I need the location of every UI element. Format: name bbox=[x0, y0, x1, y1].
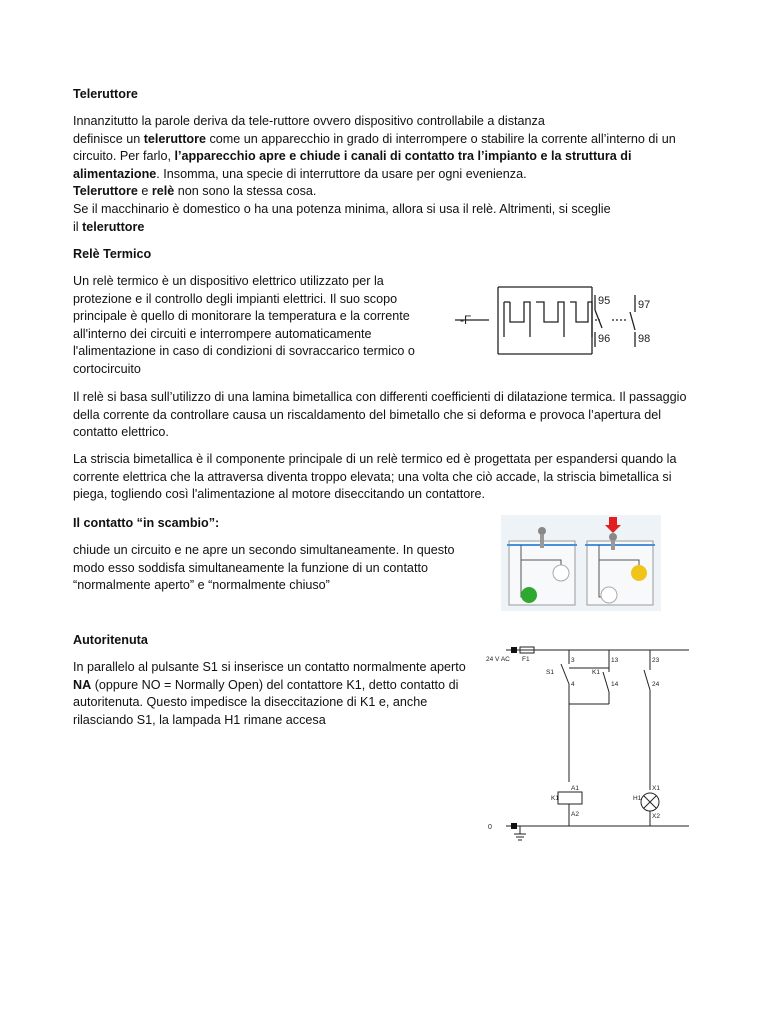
terminal-13: 13 bbox=[611, 657, 619, 664]
self-holding-circuit-diagram bbox=[484, 642, 694, 844]
terminal-97: 97 bbox=[638, 299, 651, 311]
text-definition: definisce un teleruttore come un apparecchio in grado di interrompere o stabilire la corrente all’interno di un circuito. Per farlo, l’apparecchio apre e chiude i canali di contatto tra l’impianto e la struttura di alimentazione. Insomma, una specie di interruttore da usare per ogni evenienza. bbox=[73, 131, 676, 181]
thermal-relay-symbol bbox=[452, 282, 692, 362]
paragraph-bimetallo: Il relè si basa sull’utilizzo di una lamina bimetallica con differenti coefficienti di dilatazione termica. Il passaggio della corrente da controllare causa un riscaldamento del bimetallo che si deforma e provoca l’apertura del contatto elettrico. bbox=[73, 390, 687, 440]
terminal-4: 4 bbox=[571, 681, 575, 688]
paragraph-autoritenuta: In parallelo al pulsante S1 si inserisce un contatto normalmente aperto NA (oppure NO = Normally Open) del contattore K1, detto contatto di autoritenuta. Questo impedisce la diseccitazione di K1 e, anche rilasciando S1, la lampada H1 rimane accesa bbox=[73, 660, 466, 727]
lamp-green-icon bbox=[521, 587, 537, 603]
terminal-98: 98 bbox=[638, 333, 651, 345]
k1-contact-label: K1 bbox=[592, 669, 600, 676]
heading-autoritenuta: Autoritenuta bbox=[73, 633, 148, 647]
heading-contatto-scambio: Il contatto “in scambio”: bbox=[73, 516, 220, 530]
text-difference: Teleruttore e relè non sono la stessa cosa. bbox=[73, 184, 317, 199]
h1-label: H1 bbox=[633, 795, 642, 802]
heading-teleruttore: Teleruttore bbox=[73, 87, 138, 101]
supply-label: 24 V AC bbox=[486, 656, 510, 663]
terminal-24: 24 bbox=[652, 681, 660, 688]
terminal-x1: X1 bbox=[652, 785, 660, 792]
paragraph-rele-termico-intro: Un relè termico è un dispositivo elettrico utilizzato per la protezione e il controllo degli impianti elettrici. Il suo scopo principale è quello di monitorare la temperatura e la corrente all'interno dei circuiti e interrompere automaticamente l'alimentazione in caso di condizioni di sovraccarico termico o cortocircuito bbox=[73, 274, 415, 376]
k1-coil-label: K1 bbox=[551, 795, 559, 802]
terminal-96: 96 bbox=[598, 333, 611, 345]
changeover-contact-illustration bbox=[501, 515, 661, 611]
zero-label: 0 bbox=[488, 824, 492, 831]
terminal-a1: A1 bbox=[571, 785, 579, 792]
terminal-a2: A2 bbox=[571, 811, 579, 818]
paragraph-teleruttore bbox=[73, 113, 693, 236]
terminal-95: 95 bbox=[598, 295, 611, 307]
lamp-yellow-icon bbox=[631, 565, 647, 581]
text-line: Innanzitutto la parole deriva da tele-ruttore ovvero dispositivo controllabile a distanza bbox=[73, 114, 545, 128]
text-line: il teleruttore bbox=[73, 219, 145, 234]
heading-rele-termico: Relè Termico bbox=[73, 247, 152, 261]
s1-label: S1 bbox=[546, 669, 554, 676]
relay-tag: -F bbox=[460, 313, 472, 327]
terminal-23: 23 bbox=[652, 657, 660, 664]
text-line: Se il macchinario è domestico o ha una potenza minima, allora si usa il relè. Altrimenti, si sceglie bbox=[73, 201, 611, 216]
lamp-off-icon bbox=[601, 587, 617, 603]
fuse-label: F1 bbox=[522, 656, 530, 663]
lamp-off-icon bbox=[553, 565, 569, 581]
terminal-3: 3 bbox=[571, 657, 575, 664]
paragraph-striscia: La striscia bimetallica è il componente principale di un relè termico ed è progettata per espandersi quando la corrente elettrica che la attraversa diventa troppo elevata; una volta che ciò accade, la striscia bimetallica si piega, togliendo così l'alimentazione al motore diseccitando un contattore. bbox=[73, 452, 677, 502]
terminal-14: 14 bbox=[611, 681, 619, 688]
terminal-x2: X2 bbox=[652, 813, 660, 820]
paragraph-contatto-scambio: chiude un circuito e ne apre un secondo simultaneamente. In questo modo esso soddisfa simultaneamente la funzione di un contatto “normalmente aperto” e “normalmente chiuso” bbox=[73, 543, 455, 593]
